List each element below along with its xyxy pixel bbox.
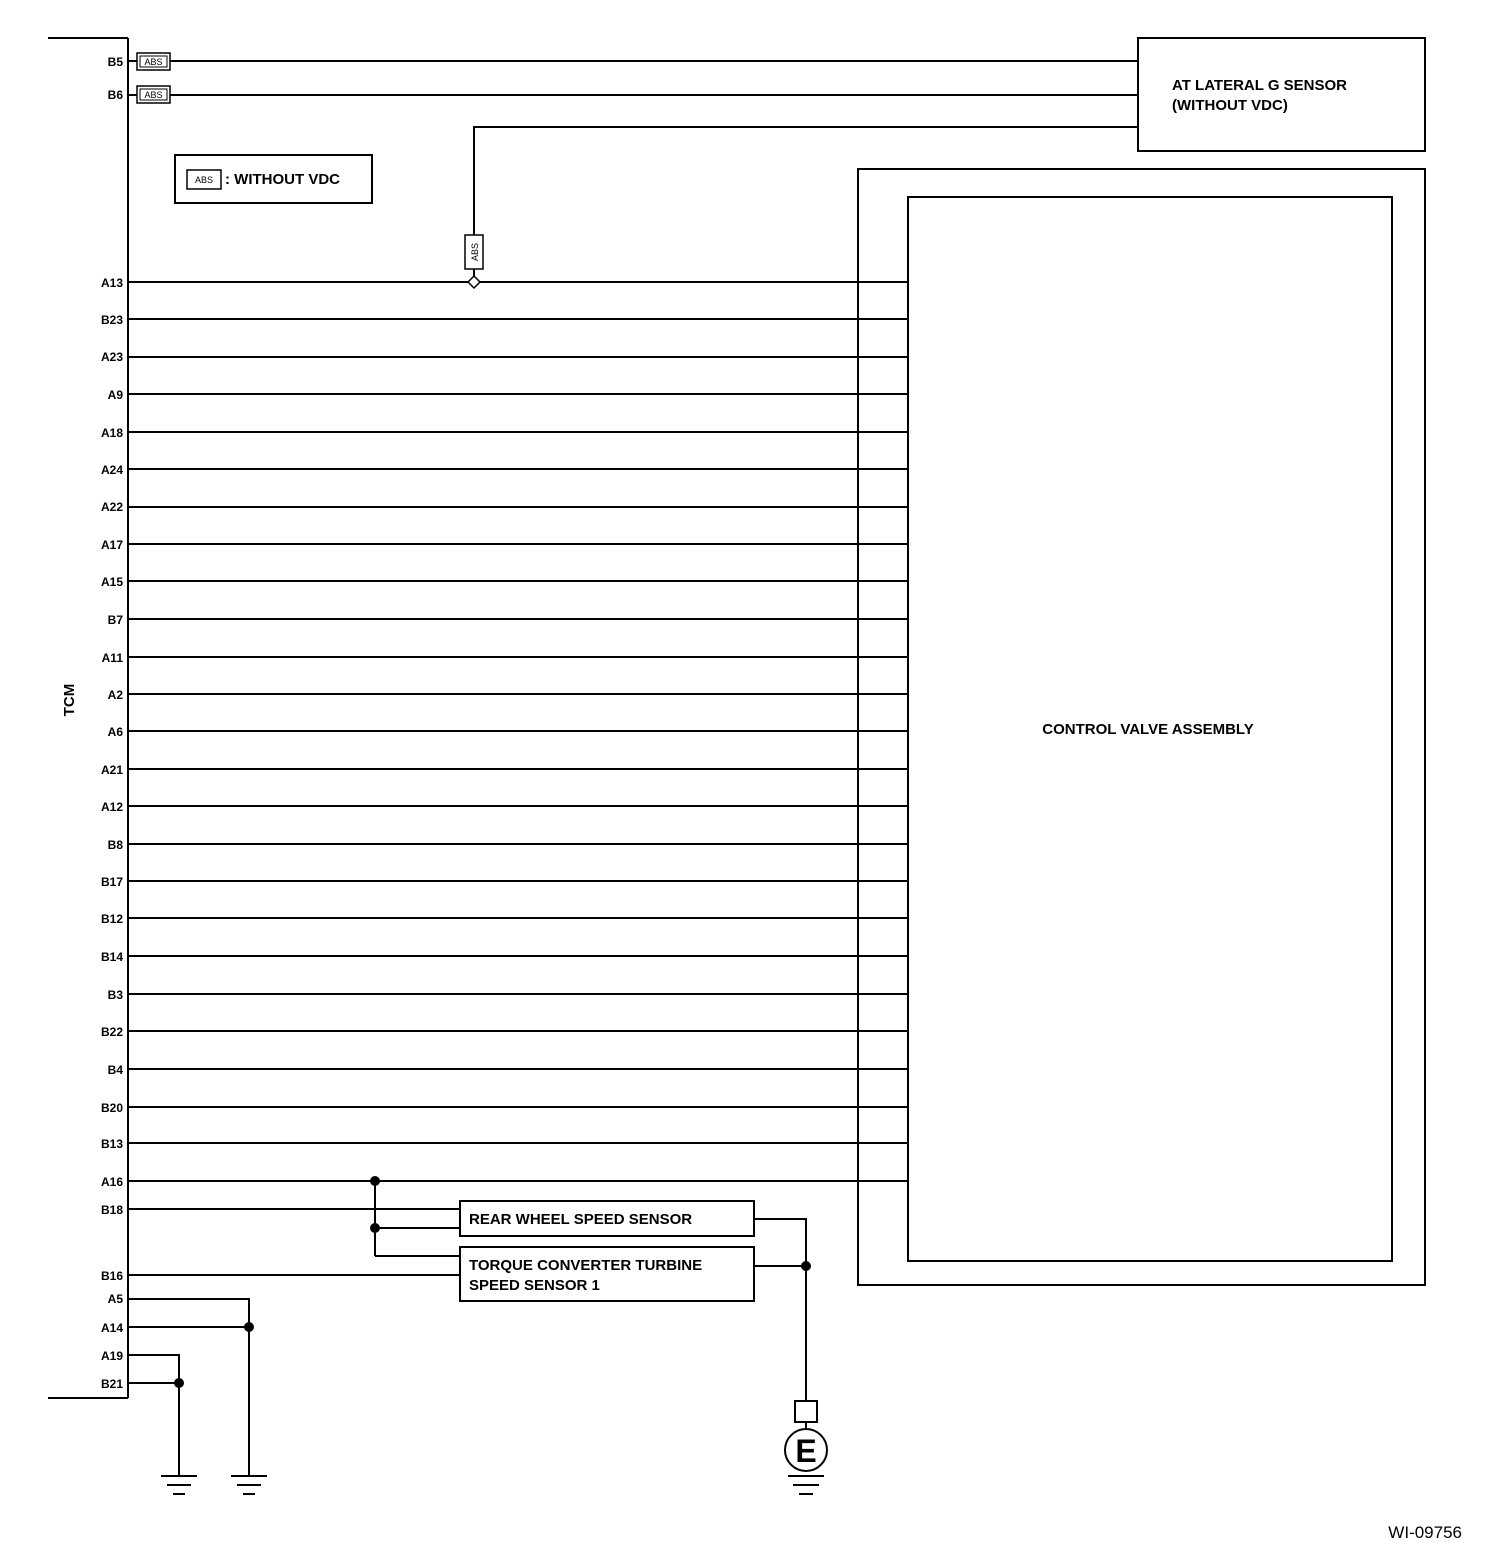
pin-a21: A21 [100,763,123,777]
tcm-label: TCM [60,683,78,717]
rear-wheel-speed-sensor-label: REAR WHEEL SPEED SENSOR [469,1211,693,1228]
abs-tag-a13-branch [465,235,483,269]
pin-a12: A12 [100,800,123,814]
legend-abs-tag: ABS [194,175,214,185]
pin-b22: B22 [100,1025,123,1039]
abs-tag-a13-text: ABS [470,242,480,262]
pin-b6: B6 [107,88,123,102]
pin-b7: B7 [107,613,123,627]
pin-b5: B5 [107,55,123,69]
abs-tag-b6-text: ABS [144,90,163,100]
junction-b21 [174,1378,184,1388]
ground-symbol-1 [161,1476,197,1494]
pin-a6: A6 [107,725,123,739]
abs-tag-b5 [137,53,170,70]
torque-converter-sensor-label-line1: TORQUE CONVERTER TURBINE [469,1257,703,1274]
junction-a14 [244,1322,254,1332]
legend-text: : WITHOUT VDC [225,171,340,188]
pin-b12: B12 [100,912,123,926]
tcm-connector [48,38,128,1398]
abs-tag-b5-text: ABS [144,57,163,67]
pin-a11: A11 [101,651,123,665]
control-valve-wires [128,282,908,1181]
ground-point-e [785,1401,827,1494]
pin-a15: A15 [100,575,123,589]
pin-b8: B8 [107,838,123,852]
pin-b13: B13 [100,1137,123,1151]
pin-a13: A13 [100,276,123,290]
pin-a17: A17 [100,538,123,552]
pin-a18: A18 [100,426,123,440]
pin-a14: A14 [100,1321,123,1335]
abs-tag-b6 [137,86,170,103]
pin-a19: A19 [100,1349,123,1363]
control-valve-label: CONTROL VALVE ASSEMBLY [1042,721,1254,738]
pin-b4: B4 [107,1063,123,1077]
lateral-g-sensor-label-line1: AT LATERAL G SENSOR [1172,77,1348,94]
connector-diamond [468,276,480,288]
wire-a13-branch [474,127,1138,278]
figure-id: WI-09756 [1388,1523,1462,1542]
pin-a24: A24 [100,463,123,477]
junction-b18 [370,1223,380,1233]
ground-e-letter: E [795,1433,817,1469]
tcm-pin-labels [101,55,123,1391]
pin-b23: B23 [100,313,123,327]
pin-b18: B18 [100,1203,123,1217]
lateral-g-sensor-label-line2: (WITHOUT VDC) [1172,97,1288,114]
torque-converter-sensor-label-line2: SPEED SENSOR 1 [469,1277,600,1294]
pin-a22: A22 [100,500,123,514]
pin-b16: B16 [100,1269,123,1283]
ground-wiring [128,1299,254,1475]
pin-a16: A16 [100,1175,123,1189]
pin-b17: B17 [100,875,123,889]
ground-symbol-2 [231,1476,267,1494]
pin-a9: A9 [107,388,123,402]
pin-b3: B3 [107,988,123,1002]
lateral-g-sensor-box [1138,38,1425,151]
junction-a16 [370,1176,380,1186]
junction-shield [801,1261,811,1271]
pin-b14: B14 [100,950,123,964]
pin-a2: A2 [107,688,123,702]
legend-box [175,155,372,203]
pin-b21: B21 [100,1377,123,1391]
pin-a5: A5 [107,1292,123,1306]
pin-a23: A23 [100,350,123,364]
pin-b20: B20 [100,1101,123,1115]
